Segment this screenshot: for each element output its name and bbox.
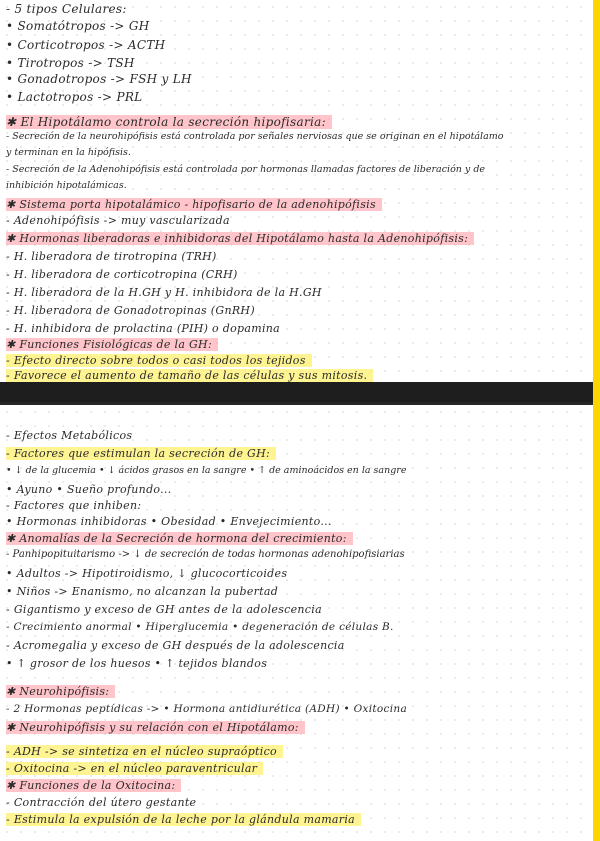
note-line: - Acromegalia y exceso de GH después de la adolescencia — [6, 639, 345, 652]
note-line: - H. liberadora de corticotropina (CRH) — [6, 268, 238, 281]
note-line-highlighted: - Favorece el aumento de tamaño de las células y sus mitosis. — [6, 369, 373, 382]
note-line: • Adultos -> Hipotiroidismo, ↓ glucocorticoides — [6, 567, 288, 580]
heading-line: ✱ Sistema porta hipotalámico - hipofisario de la adenohipófisis — [6, 198, 382, 211]
note-line: • Ayuno • Sueño profundo... — [6, 483, 172, 496]
note-line: • Somatótropos -> GH — [6, 19, 150, 33]
notes-page-2 — [0, 402, 593, 841]
note-line: - 5 tipos Celulares: — [6, 2, 127, 16]
note-line: • Gonadotropos -> FSH y LH — [6, 72, 192, 86]
notes-page-1 — [0, 0, 593, 382]
note-line: - Adenohipófisis -> muy vascularizada — [6, 214, 230, 227]
note-line: • Niños -> Enanismo, no alcanzan la pubertad — [6, 585, 279, 598]
note-line: • Corticotropos -> ACTH — [6, 38, 166, 52]
note-line: - 2 Hormonas peptídicas -> • Hormona antidiurética (ADH) • Oxitocina — [6, 703, 407, 715]
note-line: - Factores que inhiben: — [6, 499, 142, 512]
note-line-highlighted: - Estimula la expulsión de la leche por la glándula mamaria — [6, 813, 361, 826]
page-separator — [0, 382, 593, 402]
note-line: - H. inhibidora de prolactina (PIH) o dopamina — [6, 322, 281, 335]
note-line: - Efectos Metabólicos — [6, 429, 133, 442]
heading-line: ✱ Anomalías de la Secreción de hormona del crecimiento: — [6, 532, 353, 545]
note-line: - H. liberadora de tirotropina (TRH) — [6, 250, 217, 263]
note-line: y terminan en la hipófisis. — [6, 147, 131, 158]
heading-line: ✱ Funciones de la Oxitocina: — [6, 779, 181, 792]
note-line-highlighted: - Oxitocina -> en el núcleo paraventricular — [6, 762, 263, 775]
heading-line: ✱ Hormonas liberadoras e inhibidoras del Hipotálamo hasta la Adenohipófisis: — [6, 232, 474, 245]
note-line: • Hormonas inhibidoras • Obesidad • Envejecimiento... — [6, 515, 332, 528]
note-line-highlighted: - Efecto directo sobre todos o casi todos los tejidos — [6, 354, 312, 367]
note-line: inhibición hipotalámicas. — [6, 180, 127, 191]
heading-line: ✱ El Hipotálamo controla la secreción hipofisaria: — [6, 115, 332, 129]
note-line: - Contracción del útero gestante — [6, 796, 197, 809]
heading-line: ✱ Funciones Fisiológicas de la GH: — [6, 338, 218, 351]
note-line: - Gigantismo y exceso de GH antes de la adolescencia — [6, 603, 322, 616]
note-line: - H. liberadora de la H.GH y H. inhibidora de la H.GH — [6, 286, 322, 299]
note-line: • Lactotropos -> PRL — [6, 90, 143, 104]
note-line: - H. liberadora de Gonadotropinas (GnRH) — [6, 304, 255, 317]
heading-line: ✱ Neurohipófisis: — [6, 685, 115, 698]
note-line: - Secreción de la neurohipófisis está controlada por señales nerviosas que se originan en el hipotálamo — [6, 131, 504, 142]
heading-line: ✱ Neurohipófisis y su relación con el Hipotálamo: — [6, 721, 305, 734]
note-line: • ↓ de la glucemia • ↓ ácidos grasos en la sangre • ↑ de aminoácidos en la sangre — [6, 465, 407, 476]
note-line-highlighted: - ADH -> se sintetiza en el núcleo supraóptico — [6, 745, 283, 758]
note-line: - Panhipopituitarismo -> ↓ de secreción de todas hormonas adenohipofisiarias — [6, 549, 405, 560]
note-line: • ↑ grosor de los huesos • ↑ tejidos blandos — [6, 657, 268, 670]
note-line: - Secreción de la Adenohipófisis está controlada por hormonas llamadas factores de liberación y de — [6, 164, 486, 175]
note-line: - Crecimiento anormal • Hiperglucemia • degeneración de células B. — [6, 621, 394, 633]
note-line: • Tirotropos -> TSH — [6, 56, 135, 70]
note-line-highlighted: - Factores que estimulan la secreción de GH: — [6, 447, 276, 460]
